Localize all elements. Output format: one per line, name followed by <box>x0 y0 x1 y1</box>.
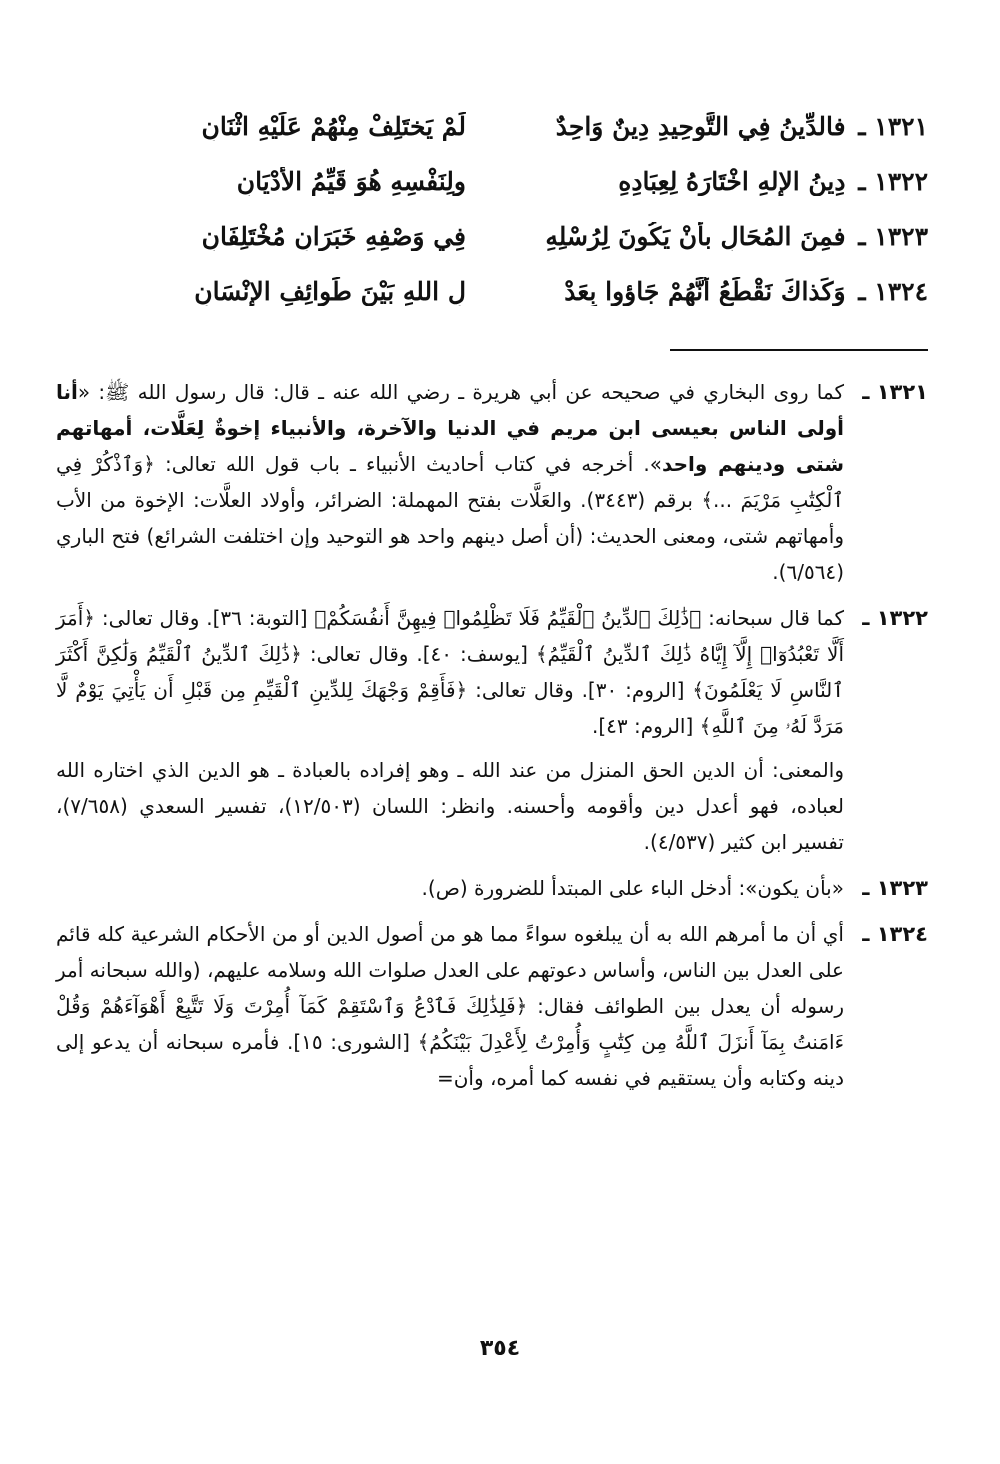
verse-number: ١٣٢٢ ـ <box>858 167 928 196</box>
verse-second-hemistich: فِي وَصْفِهِ خَبَرَانِ مُخْتَلِفَانِ <box>201 222 466 251</box>
footnote-number: ١٣٢٤ ـ <box>862 922 928 946</box>
footnote-1322 <box>56 600 928 860</box>
footnote-body <box>56 374 844 590</box>
footnote-1324 <box>56 916 928 1096</box>
page-content <box>56 112 928 1402</box>
verse-number: ١٣٢١ ـ <box>858 112 928 141</box>
verse-text: فمِنَ المُحَالِ بأَنْ يَكُونَ لِرُسْلِهِ <box>545 222 846 251</box>
verse-second-hemistich: لِ اللهِ بَيْنَ طَوائِفِ الإِنْسَانِ <box>194 277 466 306</box>
footnote-paragraph <box>56 374 844 590</box>
footnote-number: ١٣٢٣ ـ <box>862 876 928 900</box>
verse-first-hemistich <box>498 222 928 251</box>
page-number: ٣٥٤ <box>479 1336 521 1361</box>
footnote-divider <box>670 349 928 351</box>
verse-first-hemistich <box>498 167 928 196</box>
verse-second-hemistich: ولِنَفْسِهِ هُوَ قَيِّمُ الأَدْيَانِ <box>236 167 466 196</box>
hadith-text: أنا أولى الناس بعيسى ابن مريم في الدنيا والآخرة، والأنبياء إخوةٌ لِعَلَّات، أمهاتهم شتى ودينهم واحد <box>56 380 844 476</box>
footnote-body <box>56 870 844 906</box>
footnote-paragraph: «بأن يكون»: أدخل الباء على المبتدأ للضرورة (ص). <box>421 876 844 900</box>
footnote-rest: ». أخرجه في كتاب أحاديث الأنبياء ـ باب قول الله تعالى: ﴿وَٱذْكُرْ فِي ٱلْكِتَٰبِ مَرْيَمَ ...﴾ برقم (٣٤٤٣). والعَلَّات بفتح المهملة: الضرائر، وأولاد العلَّات: الإخوة من الأب وأمهاتهم شتى، ومعنى الحديث: (أن أصل دينهم واحد هو التوحيد وإن اختلفت الشرائع) فتح الباري (٦/٥٦٤). <box>56 452 845 584</box>
footnote-1323 <box>56 870 928 906</box>
verse-first-hemistich <box>498 112 928 141</box>
verse-second-hemistich: لَمْ يَختَلِفْ مِنْهُمْ عَلَيْهِ اثْنَانِ <box>201 112 466 141</box>
verse-number: ١٣٢٤ ـ <box>858 277 928 306</box>
verse-text: وَكَذاكَ نَقْطَعُ أَنَّهُمْ جَاؤوا بِعَدْ <box>564 277 846 306</box>
footnote-paragraph: أي أن ما أمرهم الله به أن يبلغوه سواءً مما هو من أصول الدين أو من الأحكام الشرعية كله قائم على العدل بين الناس، وأساس دعوتهم على العدل صلوات الله وسلامه عليهم، (والله سبحانه أمر رسوله أن يعدل بين الطوائف فقال: ﴿فَلِذَٰلِكَ فَٱدْعُ وَٱسْتَقِمْ كَمَآ أُمِرْتَ وَلَا تَتَّبِعْ أَهْوَآءَهُمْ وَقُلْ ءَامَنتُ بِمَآ أَنزَلَ ٱللَّهُ مِن كِتَٰبٍ وَأُمِرْتُ لِأَعْدِلَ بَيْنَكُمُ﴾ [الشورى: ١٥]. فأمره سبحانه أن يدعو إلى دينه وكتابه وأن يستقيم في نفسه كما أمره، وأن= <box>56 922 844 1090</box>
verse-number: ١٣٢٣ ـ <box>858 222 928 251</box>
verse-text: فالدِّينُ فِي التَّوحِيدِ دِينٌ وَاحِدٌ <box>555 112 846 141</box>
verses-block <box>56 112 928 332</box>
footnote-body <box>56 600 844 860</box>
footnote-intro: كما روى البخاري في صحيحه عن أبي هريرة ـ رضي الله عنه ـ قال: قال رسول الله ﷺ: « <box>77 380 844 404</box>
footnote-body <box>56 916 844 1096</box>
footnotes <box>56 374 928 1106</box>
footnote-1321 <box>56 374 928 590</box>
verse-1322 <box>56 167 928 222</box>
footnote-paragraph: والمعنى: أن الدين الحق المنزل من عند الله ـ وهو إفراده بالعبادة ـ هو الدين الذي اختاره الله لعباده، فهو أعدل دين وأقومه وأحسنه. وانظر: اللسان (١٢/٥٠٣)، تفسير السعدي (٧/٦٥٨)، تفسير ابن كثير (٤/٥٣٧). <box>56 758 844 854</box>
footnote-number: ١٣٢١ ـ <box>862 380 928 404</box>
verse-1324 <box>56 277 928 332</box>
verse-1321 <box>56 112 928 167</box>
verse-1323 <box>56 222 928 277</box>
verse-text: دِينُ الإِلهِ اخْتَارَهُ لِعِبَادِهِ <box>618 167 846 196</box>
footnote-paragraph: كما قال سبحانه: ﴿ذَٰلِكَ ٱلدِّينُ ٱلْقَيِّمُ فَلَا تَظْلِمُوا۟ فِيهِنَّ أَنفُسَكُمْ﴾ [التوبة: ٣٦]. وقال تعالى: ﴿أَمَرَ أَلَّا تَعْبُدُوٓا۟ إِلَّآ إِيَّاهُ ذَٰلِكَ ٱلدِّينُ ٱلْقَيِّمُ﴾ [يوسف: ٤٠]. وقال تعالى: ﴿ذَٰلِكَ ٱلدِّينُ ٱلْقَيِّمُ وَلَٰكِنَّ أَكْثَرَ ٱلنَّاسِ لَا يَعْلَمُونَ﴾ [الروم: ٣٠]. وقال تعالى: ﴿فَأَقِمْ وَجْهَكَ لِلدِّينِ ٱلْقَيِّمِ مِن قَبْلِ أَن يَأْتِيَ يَوْمٌ لَّا مَرَدَّ لَهُۥ مِنَ ٱللَّهِ﴾ [الروم: ٤٣]. <box>56 606 845 738</box>
footnote-number: ١٣٢٢ ـ <box>862 606 928 630</box>
verse-first-hemistich <box>498 277 928 306</box>
